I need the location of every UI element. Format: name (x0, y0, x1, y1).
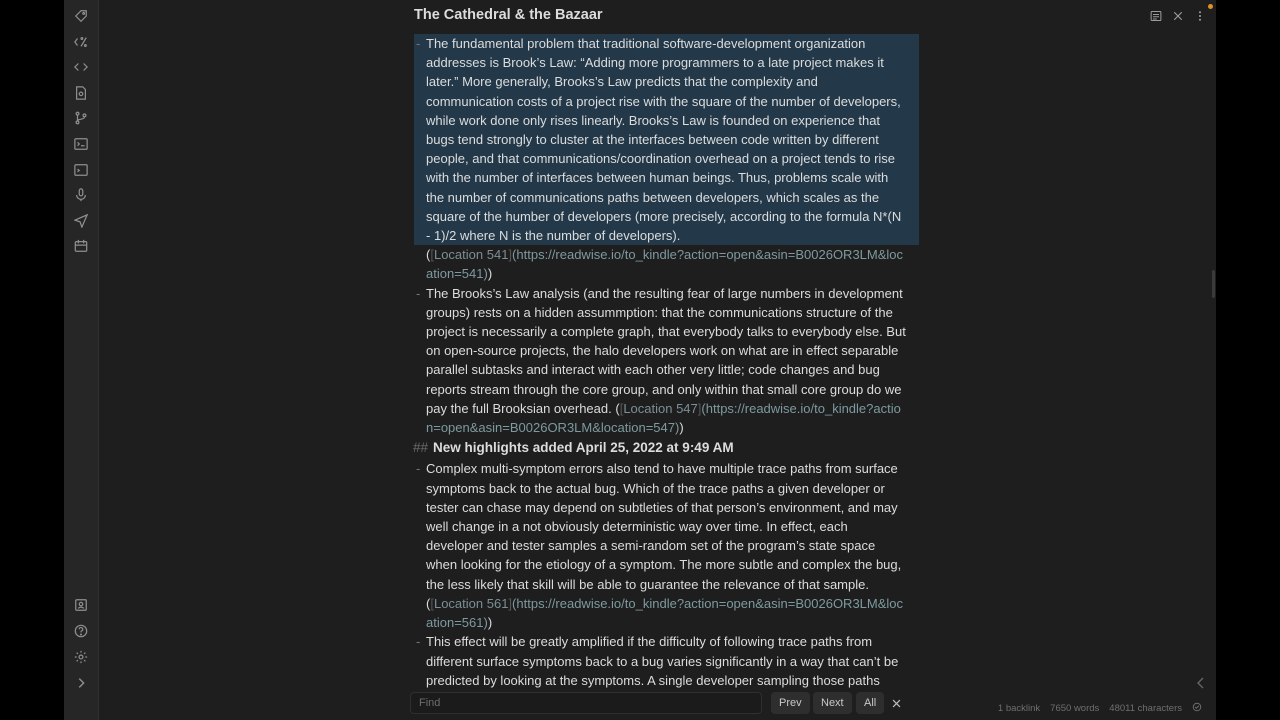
location-url[interactable]: https://readwise.io/to_kindle?action=open&asin=B0026OR3LM&location=547 (426, 400, 901, 436)
close-icon[interactable] (1170, 8, 1186, 24)
branch-icon[interactable] (70, 108, 92, 128)
heading-text: New highlights added April 25, 2022 at 9:49 AM (433, 440, 734, 456)
bullet-dash: - (416, 634, 421, 650)
microphone-icon[interactable] (70, 185, 92, 205)
editor-scrollbar[interactable] (1212, 270, 1215, 298)
code-icon[interactable] (70, 57, 92, 77)
list-item: - The fundamental problem that traditional software-development organization addresses is Brook’s Law: “Adding more programmers to a late project makes it later.” More generally, Brooks’s Law predicts that the complexity and communication costs of a project rise with the square of the number of developers, while work done only rises linearly. Brooks’s Law is founded on experience that bugs tend strongly to cluster at the interfaces between code written by different people, and that communications/coordination overhead on a project tends to rise with the number of interfaces between human beings. Thus, problems scale with the number of communications paths between developers, which scales as the square of the humber of developers (more precisely, according to the formula N*(N - 1)/2 where N is the number of developers). ([Location 541](https://readwise.io/to_kindle?action=open&asin=B0026OR3LM&location=541)) (413, 34, 907, 284)
left-ribbon (64, 0, 99, 720)
word-count: 7650 words (1050, 703, 1100, 714)
chevron-left-icon[interactable] (1196, 676, 1208, 690)
bullet-dash: - (416, 461, 421, 477)
list-item: - Complex multi-symptom errors also tend to have multiple trace paths from surface symptoms back to the actual bug. Which of the trace paths a given developer or tester can chase may depend on subtleties of that person’s environment, and may well change in a not obviously deterministic way over time. In effect, each developer and tester samples a semi-random set of the program’s state space when looking for the etiology of a symptom. The more subtle and complex the bug, the less likely that skill will be able to guarantee the relevance of that sample. ([Location 561](https://readwise.io/to_kindle?action=open&asin=B0026OR3LM&location=561)) (416, 461, 904, 631)
list-item (413, 632, 907, 690)
location-url[interactable]: https://readwise.io/to_kindle?action=open&asin=B0026OR3LM&location=541 (426, 247, 904, 282)
notification-dot (1208, 4, 1213, 9)
vault-icon[interactable] (70, 595, 92, 615)
find-bar (410, 690, 910, 716)
expand-icon[interactable] (70, 673, 92, 693)
bullet-dash: - (416, 285, 421, 301)
list-item: - The Brooks’s Law analysis (and the resulting fear of large numbers in development groups) rests on a hidden assummption: that the communications structure of the project is necessarily a complete graph, that everybody talks to everybody else. But on open-source projects, the halo developers work on what are in effect separable parallel subtasks and interact with each other very little; code changes and bug reports stream through the core group, and only within that small core group do we pay the full Brooksian overhead. ([Location 547](https://readwise.io/to_kindle?action=open&asin=B0026OR3LM&location=547)) (416, 285, 906, 436)
location-label[interactable]: Location 541 (433, 247, 509, 263)
bullet-dash: - (416, 36, 421, 51)
settings-icon[interactable] (70, 647, 92, 667)
terminal-alt-icon[interactable] (70, 160, 92, 180)
sync-icon[interactable] (1192, 702, 1202, 715)
percent-code-icon[interactable] (70, 32, 92, 52)
tag-icon[interactable] (70, 6, 92, 26)
heading-marker: ## (413, 440, 429, 456)
highlight-text: The fundamental problem that traditional software-development organization addresses is Brook’s Law: “Adding more programmers to a late project makes it later.” More generally, Brooks’s Law predicts that the complexity and communication costs of a project rise with the square of the number of developers, while work done only rises linearly. Brooks’s Law is founded on experience that bugs tend strongly to cluster at the interfaces between code written by different people, and that communications/coordination overhead on a project tends to rise with the number of interfaces between human beings. Thus, problems scale with the number of communications paths between developers, which scales as the square of the humber of developers (more precisely, according to the formula N*(N - 1)/2 where N is the number of developers). (426, 36, 902, 244)
prev-button[interactable]: Prev (771, 692, 810, 714)
terminal-icon[interactable] (70, 134, 92, 154)
highlight-text: This effect will be greatly amplified if the difficulty of following trace paths from different surface symptoms back to a bug varies significantly in a way that can’t be predicted by looking at the symptoms. A single developer sampling those paths (426, 634, 899, 688)
character-count: 48011 characters (1109, 703, 1182, 714)
all-button[interactable]: All (856, 692, 884, 714)
status-bar (998, 702, 1202, 715)
note-title[interactable]: The Cathedral & the Bazaar (414, 7, 603, 23)
section-heading (413, 438, 907, 457)
find-input[interactable] (410, 692, 762, 714)
highlight-text: The Brooks’s Law analysis (and the resulting fear of large numbers in development groups) rests on a hidden assummption: that the communications structure of the project is necessarily a complete graph, that everybody talks to everybody else. But on open-source projects, the halo developers work on what are in effect separable parallel subtasks and interact with each other very little; code changes and bug reports stream through the core group, and only within that small core group do we pay the full Brooksian overhead. (426, 285, 906, 416)
highlight-text: Complex multi-symptom errors also tend to have multiple trace paths from surface symptoms back to the actual bug. Which of the trace paths a given developer or tester can chase may depend on subtleties of that person’s environment, and may well change in a not obviously deterministic way over time. In effect, each developer and tester samples a semi-random set of the program’s state space when looking for the etiology of a symptom. The more subtle and complex the bug, the less likely that skill will be able to guarantee the relevance of that sample. (426, 461, 902, 592)
calendar-icon[interactable] (70, 236, 92, 256)
location-url[interactable]: https://readwise.io/to_kindle?action=open&asin=B0026OR3LM&location=561 (426, 595, 904, 631)
backlink-count[interactable]: 1 backlink (997, 703, 1041, 714)
close-find-icon[interactable] (887, 694, 905, 712)
file-icon[interactable] (70, 83, 92, 103)
next-button[interactable]: Next (813, 692, 852, 714)
app-window (64, 0, 1216, 720)
help-icon[interactable] (70, 621, 92, 641)
note-editor[interactable] (413, 34, 907, 690)
selected-highlight-text[interactable] (414, 34, 919, 245)
more-options-icon[interactable] (1192, 8, 1208, 24)
location-label[interactable]: Location 547 (623, 400, 698, 416)
view-actions (1148, 8, 1208, 24)
reading-view-icon[interactable] (1148, 8, 1164, 24)
send-icon[interactable] (70, 211, 92, 231)
location-label[interactable]: Location 561 (433, 595, 509, 611)
